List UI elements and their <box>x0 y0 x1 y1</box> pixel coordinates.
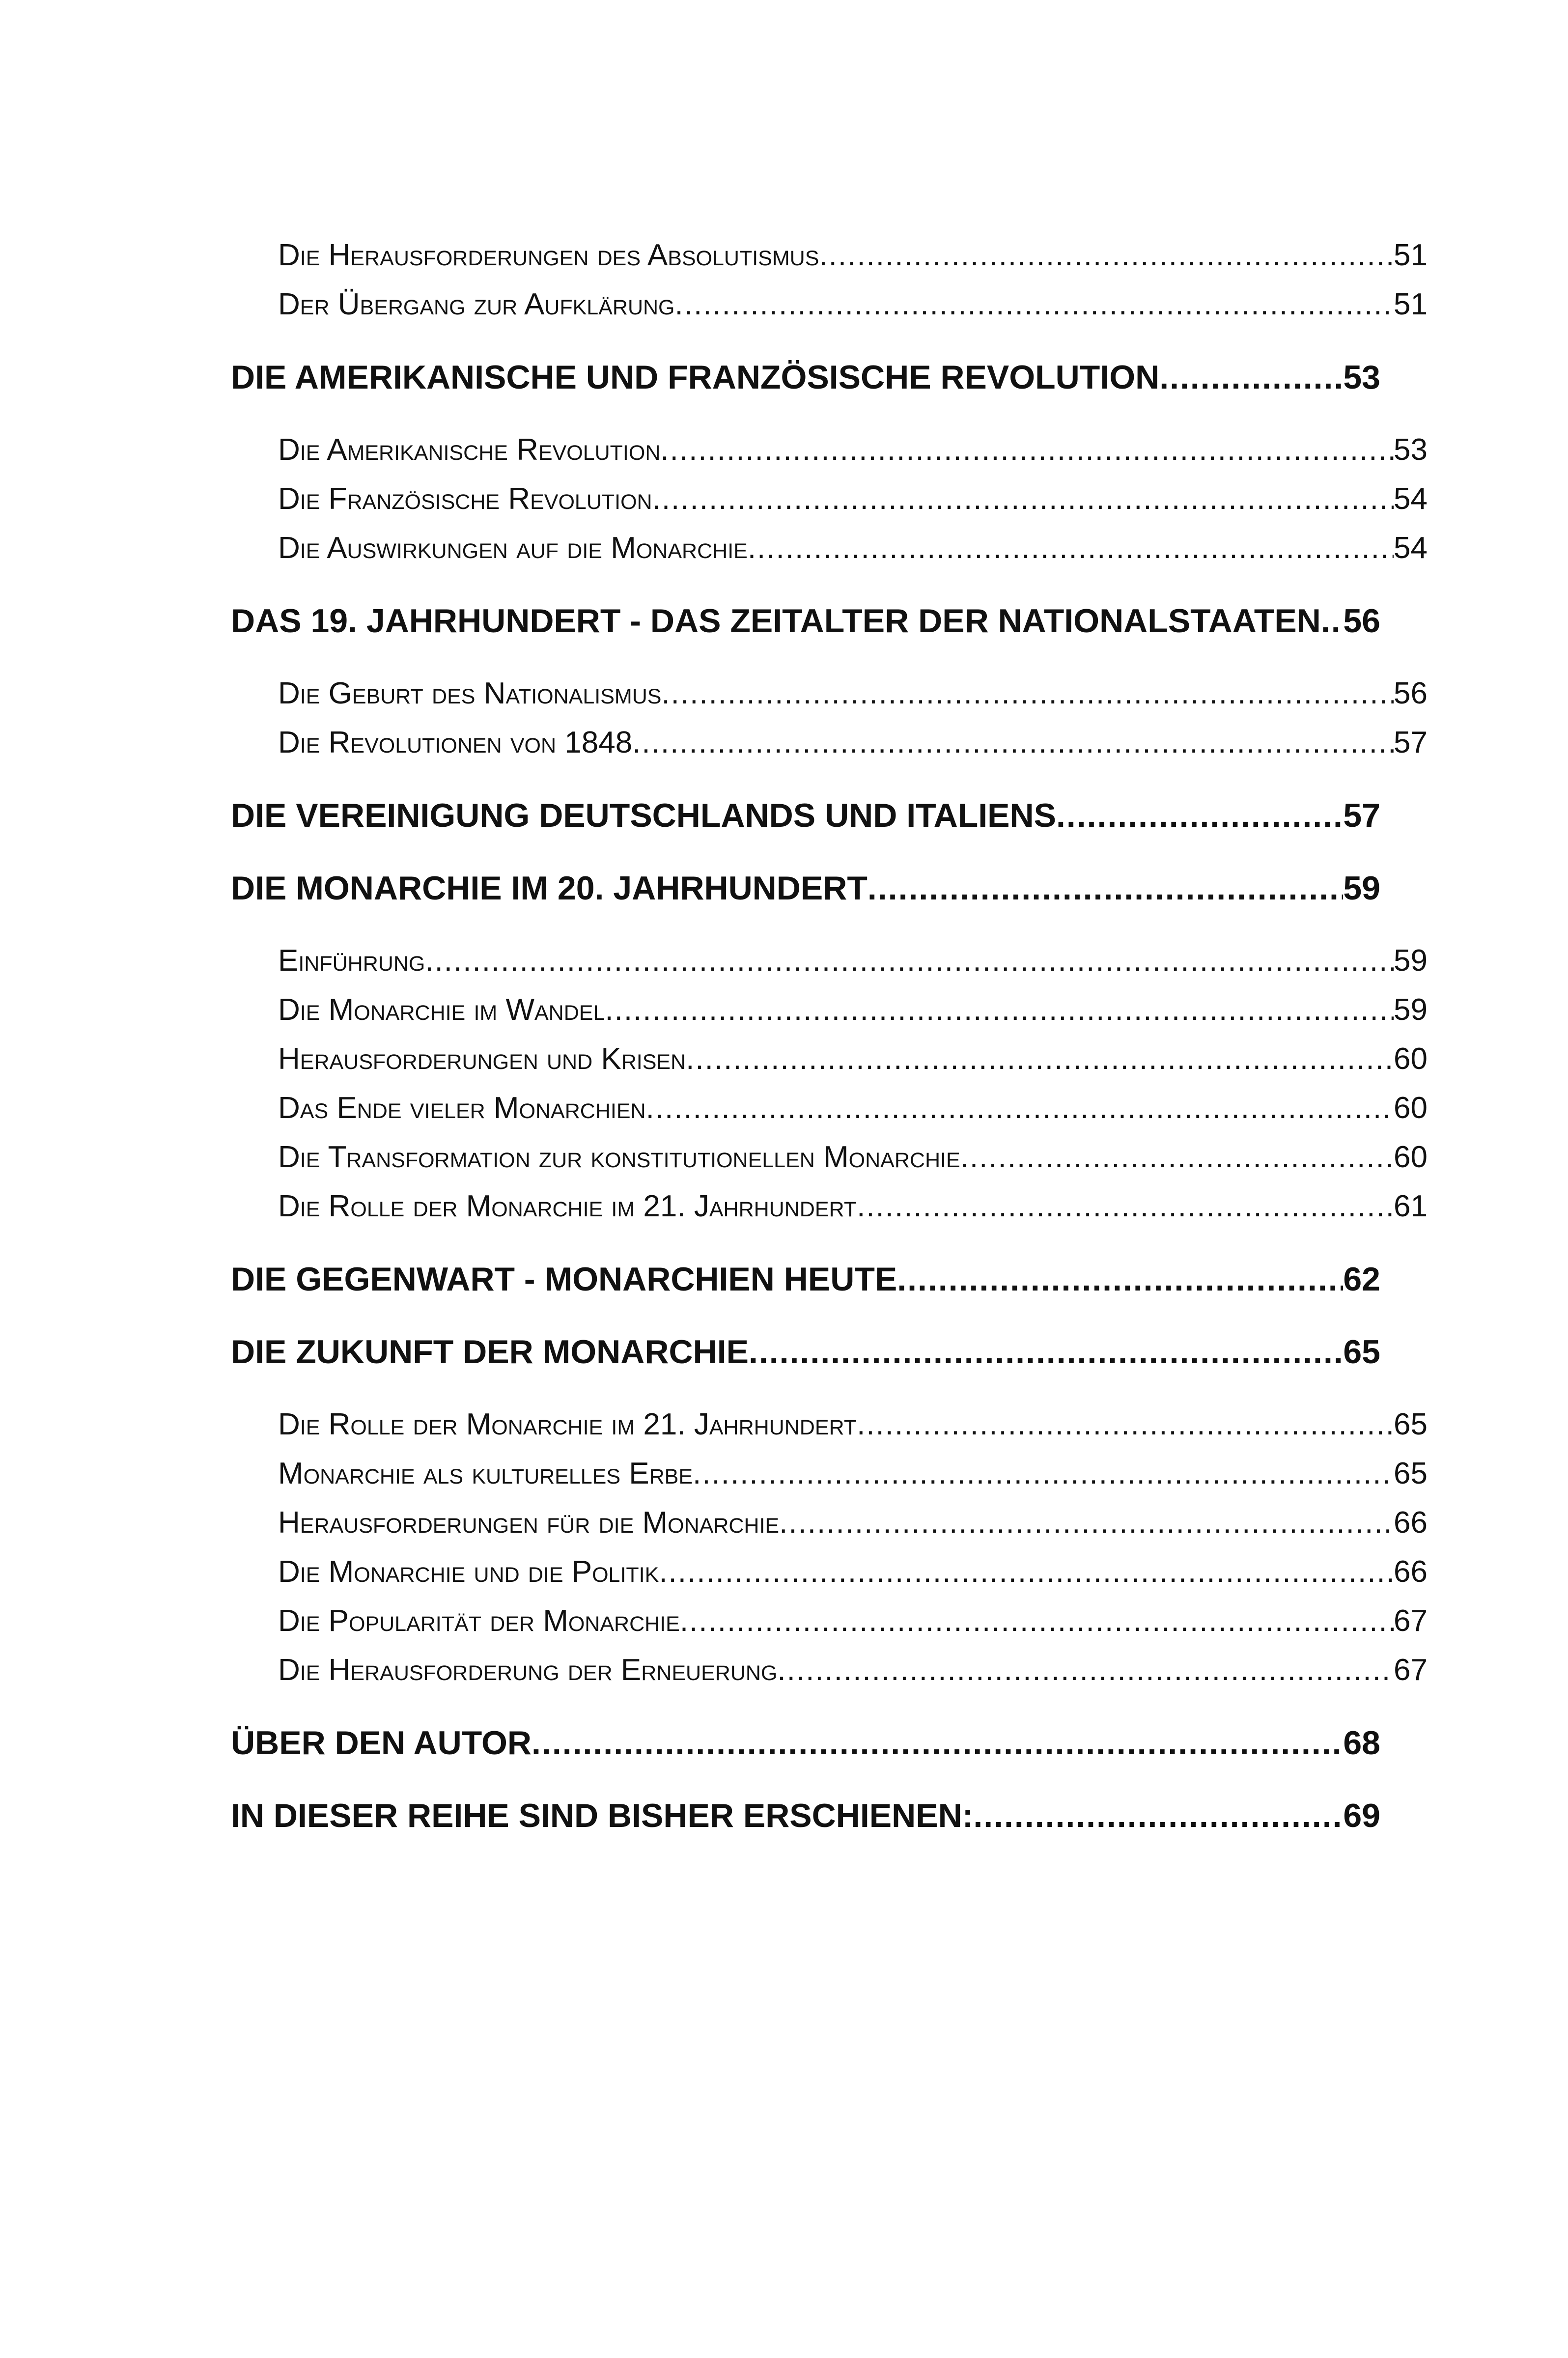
toc-page-number: 67 <box>1394 1653 1428 1687</box>
dot-leader <box>960 1133 1394 1182</box>
toc-entry-sub[interactable] <box>231 1597 1428 1646</box>
toc-entry-sub[interactable] <box>231 1084 1428 1133</box>
toc-entry-chapter[interactable] <box>231 791 1380 840</box>
toc-entry-title: Einführung <box>278 944 425 978</box>
toc-page-number: 65 <box>1394 1407 1428 1441</box>
table-of-contents <box>231 231 1428 1840</box>
toc-page-number: 61 <box>1394 1189 1428 1223</box>
dot-leader <box>646 1084 1394 1133</box>
dot-leader <box>605 985 1394 1035</box>
toc-entry-sub[interactable] <box>231 1182 1428 1231</box>
toc-chapter-title: IN DIESER REIHE SIND BISHER ERSCHIENEN: <box>231 1797 974 1834</box>
toc-chapter-title: DIE GEGENWART - MONARCHIEN HEUTE <box>231 1261 897 1298</box>
toc-chapter-title: DIE MONARCHIE IM 20. JAHRHUNDERT <box>231 870 868 907</box>
dot-leader <box>819 231 1394 280</box>
toc-page-number: 57 <box>1343 797 1380 834</box>
toc-entry-chapter[interactable] <box>231 864 1380 913</box>
toc-entry-sub[interactable] <box>231 524 1428 573</box>
toc-entry-chapter[interactable] <box>231 1791 1380 1840</box>
dot-leader <box>868 864 1343 913</box>
toc-entry-chapter[interactable] <box>231 1255 1380 1304</box>
toc-entry-title: Die Popularität der Monarchie <box>278 1604 680 1638</box>
toc-entry-title: Die Französische Revolution <box>278 482 652 516</box>
toc-entry-title: Die Geburt des Nationalismus <box>278 676 662 710</box>
toc-entry-sub[interactable] <box>231 985 1428 1035</box>
toc-entry-sub[interactable] <box>231 475 1428 524</box>
toc-page-number: 53 <box>1343 359 1380 396</box>
toc-entry-title: Die Monarchie und die Politik <box>278 1555 659 1589</box>
toc-entry-title: Herausforderungen und Krisen <box>278 1042 686 1076</box>
dot-leader <box>652 475 1394 524</box>
toc-page-number: 65 <box>1343 1333 1380 1371</box>
dot-leader <box>1321 596 1344 646</box>
dot-leader <box>693 1449 1394 1498</box>
toc-page-number: 51 <box>1394 238 1428 272</box>
dot-leader <box>857 1400 1394 1449</box>
toc-page-number: 67 <box>1394 1604 1428 1638</box>
toc-entry-sub[interactable] <box>231 231 1428 280</box>
toc-page-number: 54 <box>1394 531 1428 565</box>
toc-page-number: 59 <box>1394 993 1428 1027</box>
toc-entry-sub[interactable] <box>231 1498 1428 1547</box>
toc-page-number: 54 <box>1394 482 1428 516</box>
toc-chapter-title: DIE VEREINIGUNG DEUTSCHLANDS UND ITALIENS <box>231 797 1056 834</box>
dot-leader <box>686 1035 1394 1084</box>
toc-page-number: 69 <box>1343 1797 1380 1834</box>
dot-leader <box>857 1182 1394 1231</box>
dot-leader <box>748 524 1394 573</box>
toc-entry-sub[interactable] <box>231 1400 1428 1449</box>
toc-entry-title: Die Transformation zur konstitutionellen Monarchie <box>278 1140 960 1174</box>
toc-page-number: 66 <box>1394 1555 1428 1589</box>
toc-entry-title: Herausforderungen für die Monarchie <box>278 1506 780 1540</box>
toc-page-number: 66 <box>1394 1506 1428 1540</box>
toc-page-number: 57 <box>1394 726 1428 759</box>
toc-entry-title: Die Herausforderungen des Absolutismus <box>278 238 819 272</box>
toc-entry-title: Die Monarchie im Wandel <box>278 993 605 1027</box>
toc-page-number: 68 <box>1343 1724 1380 1762</box>
dot-leader <box>661 669 1394 718</box>
toc-page-number: 60 <box>1394 1042 1428 1076</box>
dot-leader <box>675 280 1394 329</box>
dot-leader <box>425 936 1394 985</box>
dot-leader <box>632 718 1394 767</box>
dot-leader <box>659 1547 1394 1597</box>
toc-page-number: 51 <box>1394 287 1428 321</box>
dot-leader <box>777 1646 1394 1695</box>
dot-leader <box>532 1718 1343 1768</box>
toc-entry-sub[interactable] <box>231 1133 1428 1182</box>
toc-entry-title: Monarchie als kulturelles Erbe <box>278 1457 693 1490</box>
dot-leader <box>779 1498 1394 1547</box>
toc-entry-title: Das Ende vieler Monarchien <box>278 1091 646 1125</box>
toc-entry-chapter[interactable] <box>231 353 1380 402</box>
toc-page-number: 65 <box>1394 1457 1428 1490</box>
toc-entry-title: Die Rolle der Monarchie im 21. Jahrhundert <box>278 1407 857 1441</box>
dot-leader <box>1056 791 1343 840</box>
toc-entry-chapter[interactable] <box>231 1718 1380 1768</box>
toc-entry-sub[interactable] <box>231 1646 1428 1695</box>
toc-chapter-title: DIE AMERIKANISCHE UND FRANZÖSISCHE REVOLUTION <box>231 359 1160 396</box>
toc-entry-sub[interactable] <box>231 280 1428 329</box>
toc-entry-sub[interactable] <box>231 1547 1428 1597</box>
toc-entry-chapter[interactable] <box>231 596 1380 646</box>
toc-entry-sub[interactable] <box>231 1449 1428 1498</box>
toc-page-number: 60 <box>1394 1091 1428 1125</box>
toc-entry-title: Der Übergang zur Aufklärung <box>278 287 675 321</box>
toc-entry-title: Die Revolutionen von 1848 <box>278 726 633 759</box>
dot-leader <box>660 425 1394 475</box>
toc-page-number: 62 <box>1343 1261 1380 1298</box>
toc-entry-sub[interactable] <box>231 936 1428 985</box>
dot-leader <box>749 1327 1343 1376</box>
dot-leader <box>897 1255 1343 1304</box>
toc-chapter-title: DAS 19. JAHRHUNDERT - DAS ZEITALTER DER NATIONALSTAATEN <box>231 602 1321 640</box>
toc-entry-title: Die Auswirkungen auf die Monarchie <box>278 531 748 565</box>
dot-leader <box>680 1597 1394 1646</box>
toc-entry-sub[interactable] <box>231 1035 1428 1084</box>
toc-entry-sub[interactable] <box>231 425 1428 475</box>
dot-leader <box>1159 353 1343 402</box>
toc-page-number: 56 <box>1394 676 1428 710</box>
toc-entry-title: Die Herausforderung der Erneuerung <box>278 1653 778 1687</box>
toc-page-number: 59 <box>1394 944 1428 978</box>
toc-page-number: 59 <box>1343 870 1380 907</box>
toc-entry-sub[interactable] <box>231 669 1428 718</box>
toc-entry-chapter[interactable] <box>231 1327 1380 1376</box>
toc-chapter-title: DIE ZUKUNFT DER MONARCHIE <box>231 1333 749 1371</box>
dot-leader <box>973 1791 1343 1840</box>
toc-page-number: 53 <box>1394 433 1428 467</box>
toc-entry-sub[interactable] <box>231 718 1428 767</box>
toc-page-number: 56 <box>1343 602 1380 640</box>
toc-chapter-title: ÜBER DEN AUTOR <box>231 1724 532 1762</box>
toc-entry-title: Die Amerikanische Revolution <box>278 433 661 467</box>
toc-page-number: 60 <box>1394 1140 1428 1174</box>
toc-entry-title: Die Rolle der Monarchie im 21. Jahrhundert <box>278 1189 857 1223</box>
